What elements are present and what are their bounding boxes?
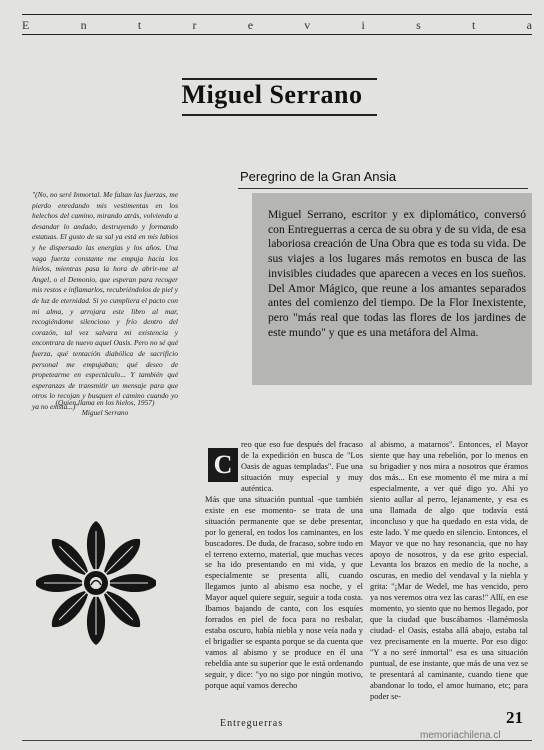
article-column-2: al abismo, a matarnos". Entonces, el Mayor siente que hay una rebelión, por lo menos en su brigadier y nos mira a nosotros que éramos dos más... En ese momento él me mira a mí especialmente, a ver qué digo yo. Ahí yo siento aullar al perro, lejanamente, y esa es una llamada de algo que todavía está inconcluso y que ha quedado en esta vida, de este lado. Y me quedo en silencio. Entonces, el Mayor ve que no hay resonancia, que no hay apoyo de nosotros, y da ese grito especial. Levanta los brazos en medio de la noche, a oscuras, en medio del vendaval y la niebla y grita: "¡Mar de Wedel, me has vencido, pero ya nos veremos otra vez las caras!" Allí, en ese momento, yo siento que no hemos llegado, por que la ciudad que buscábamos -llamémosla ciudad- el Oasis, estaba allá abajo, estaba tal vez precisamente en la muerte. Por eso digo: "Y a no seré inmortal" esa es una situación puntual, de ese instante, que más de una vez se te presentará al caminante, cuando tiene que abandonar lo todo, el amor humano, etc; para poder se- [370,440,528,701]
side-quote: "(No, no seré Inmortal. Me faltan las fuerzas, me pierdo enredando mis vestimentas en los helechos del camino, mirando atrás, volviendo a desandar lo andado, destruyendo y formando estatuas. El gusto de su sal ya está en mis labios y he dispersado las energías y los años. Una vaga fuerza constante me empuja hacia los hielos, mientras pasa la hora de abrir-me al Angel, o el Demonio, que esperan para recoger mis restos e inflamarlos, recubriéndolos de piel y de luz de eternidad. Si yo cumpliera el pacto con mi alma, y arrojara este libro al mar, recogiéndome silencioso y frío dentro del corazón, tal vez salvara mi existencia y encontrara de nuevo aquel Oasis. Pero no sé qué fuerza, qué tentación diabólica de sacrificio personal me empujaban; qué deseo de propetearme en espectáculo... Y también qué esperanzas de transmitir un mensaje para que otros lo recojan y busquen el camino cuando yo ya no exista...)" [32,190,178,411]
section-label-letter: i [361,17,365,32]
footer-magazine-name: Entreguerras [220,718,284,729]
intro-text: Miguel Serrano, escritor y ex diplomático, conversó con Entreguerras a cerca de su obra y de su vida, de esa laboriosa creación de Una Obra que es toda su vida. De sus viajes a los lugares más remotos en busca de las invisibles ciudades que aparecen a veces en los sueños. Del Amor Mágico, que reune a los amantes separados antes del comienzo del tiempo. De la Flor Inexistente, pero "más real que todas las flores de los jardines de este mundo" y que es una metáfora del Alma. [268,208,526,339]
flower-illustration-icon [36,518,156,648]
subtitle-rule [238,188,528,189]
article-column-1 [205,440,363,692]
article-subtitle: Peregrino de la Gran Ansia [240,169,397,184]
title-rule-bottom [182,114,377,116]
section-label [22,16,532,34]
quote-source-work: (Quien llama en los hielos, 1957) [55,398,155,407]
quote-source [30,398,180,418]
section-label-letter: t [137,17,142,32]
header-rule-bottom [22,34,532,35]
section-label-letter: E [22,17,30,32]
section-label-letter: t [472,17,476,32]
section-label-letter: a [526,17,532,32]
quote-source-author: Miguel Serrano [81,408,129,417]
section-label-letter: v [304,17,311,32]
section-label-letter: n [80,17,87,32]
column-1-opening: reo que eso fue después del fracaso de la expedición en busca de "Los Oasis de aguas templadas". Fue una situación muy especial y muy auténtica. [241,440,363,493]
page-number: 21 [506,708,523,727]
drop-cap: C [208,448,238,482]
watermark: memoriachilena.cl [420,730,501,741]
header-rule-top [22,14,532,15]
section-label-letter: e [247,17,254,32]
section-label-letter: r [192,17,197,32]
article-title: Miguel Serrano [181,80,363,109]
section-label-letter: s [416,17,421,32]
column-1-body: Más que una situación puntual -que también existe en ese momento- se trata de una situación permanente que se debe presentar, por lo general, en todos los caminantes, en los buscadores. De duda, de fracaso, sobre todo en el terreno externo, material, que muchas veces se ha ido presentando en mi vida, y que especialmente se presenta allí, cuando llegamos junto al abismo esa noche, y el Mayor aquel quiere seguir, seguir a toda costa. Ibamos bajando de canto, con los esquíes forrados en piel de foca para no resbalar, estaba oscuro, había niebla y nose veía nada y el brigadier se espanta porque se da cuenta que vamos al abismo y se produce en él una rebeldía ante su superior que le está ordenando seguir, y dice: "yo no sigo por ningún motivo, porque aquí vamos derecho [205,494,363,690]
